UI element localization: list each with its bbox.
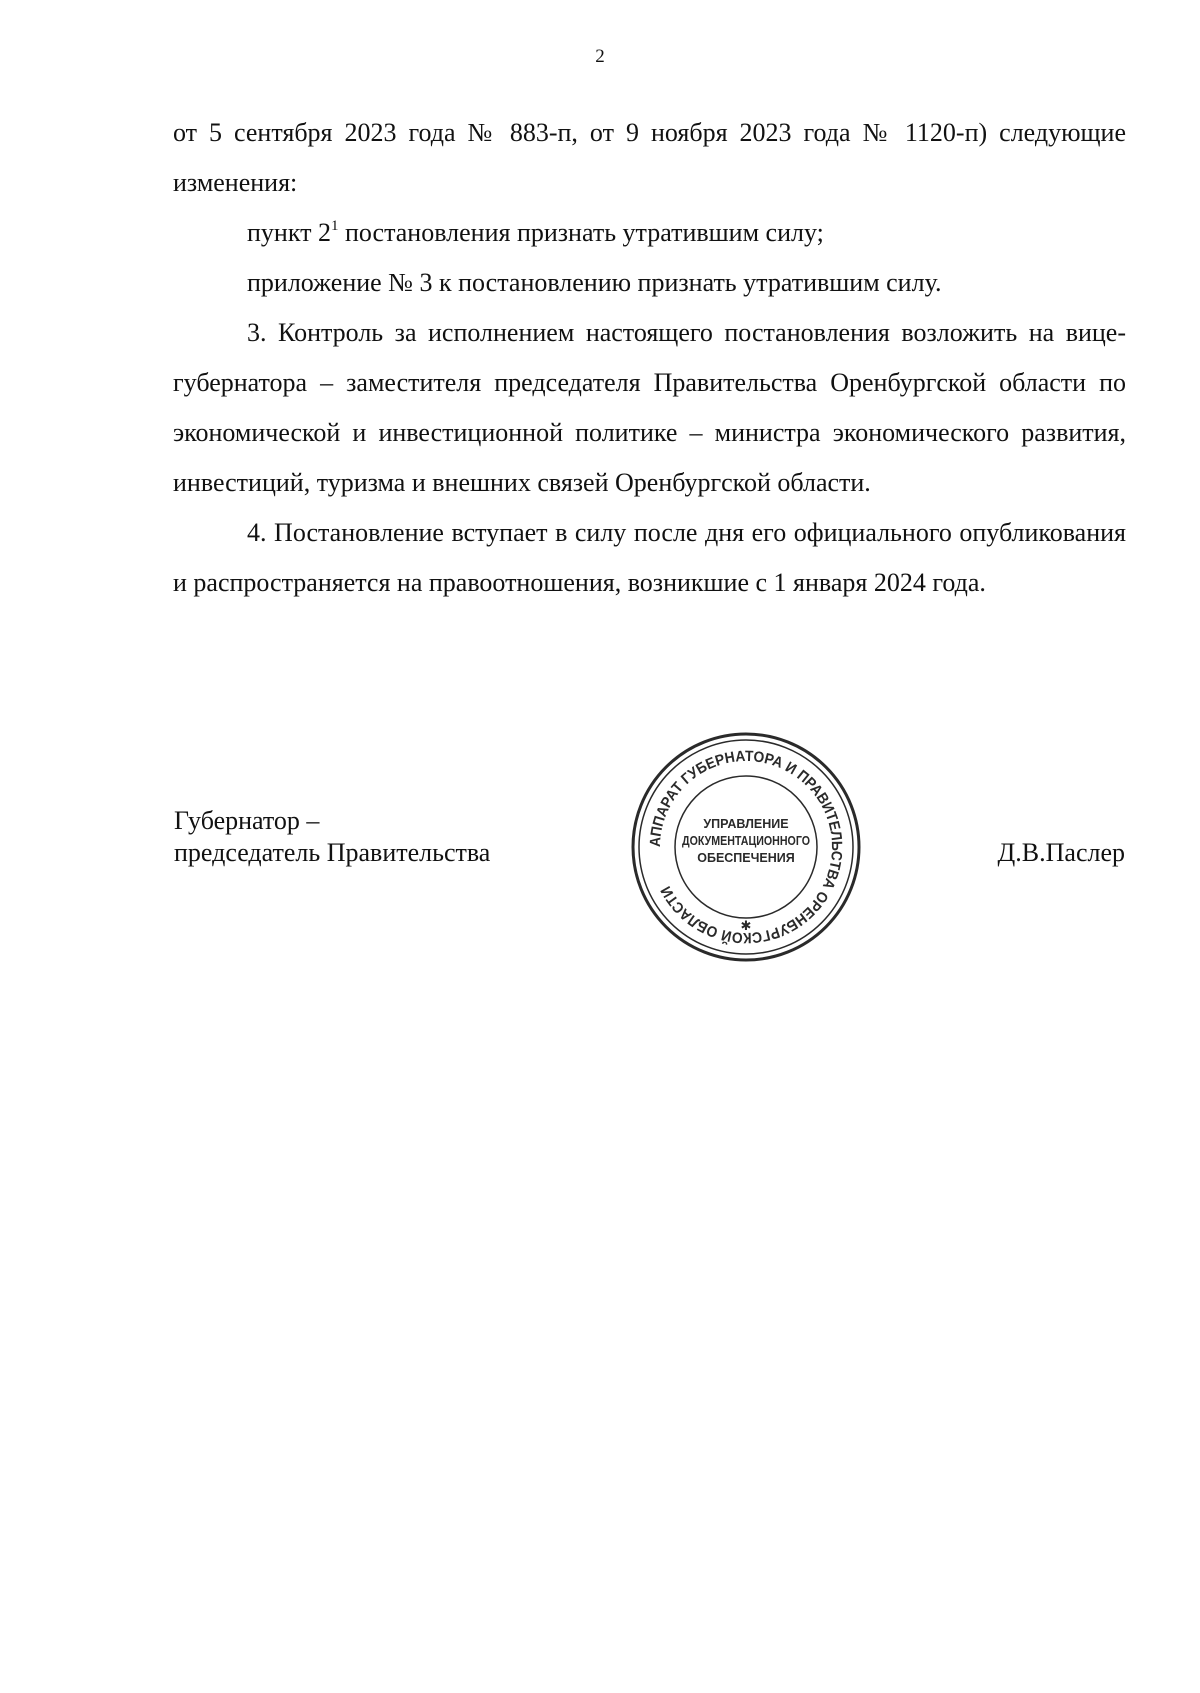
seal-star: ✱ — [740, 919, 752, 934]
paragraph-point-3: 3. Контроль за исполнением настоящего постановления возложить на вице-губернатора – заместителя председателя Правительства Оренбургской области по экономической и инвестиционной политике – министра экономического развития, инвестиций, туризма и внешних связей Оренбургской области. — [173, 318, 1126, 497]
seal-center-line-2: ДОКУМЕНТАЦИОННОГО — [682, 834, 811, 848]
signer-name: Д.В.Паслер — [997, 838, 1125, 867]
seal-center-line-3: ОБЕСПЕЧЕНИЯ — [697, 851, 795, 865]
seal-ring-text-path: АППАРАТ ГУБЕРНАТОРА И ПРАВИТЕЛЬСТВА ОРЕНБУРГСКОЙ ОБЛАСТИ — [646, 747, 846, 947]
seal-graphic — [629, 730, 863, 964]
paragraph-point-4: 4. Постановление вступает в силу после дня его официального опубликования и распространяется на правоотношения, возникшие с 1 января 2024 года. — [173, 518, 1126, 597]
document-body — [173, 108, 1126, 608]
signature-position-line-2: председатель Правительства — [174, 838, 491, 867]
paragraph-item-2-1 — [173, 208, 1126, 258]
item-2-1-suffix: постановления признать утратившим силу; — [338, 218, 824, 247]
seal-center-line-1: УПРАВЛЕНИЕ — [703, 817, 789, 831]
signature-position — [174, 805, 490, 869]
item-2-1-superscript: 1 — [330, 218, 339, 234]
item-2-1-prefix: пункт 2 — [247, 218, 331, 247]
page-number: 2 — [595, 46, 605, 67]
signature-position-line-1: Губернатор – — [174, 806, 320, 835]
paragraph-appendix-3: приложение № 3 к постановлению признать утратившим силу. — [247, 268, 942, 297]
official-seal — [629, 730, 863, 964]
paragraph-continuation: от 5 сентября 2023 года № 883-п, от 9 ноября 2023 года № 1120-п) следующие изменения: — [173, 118, 1126, 197]
